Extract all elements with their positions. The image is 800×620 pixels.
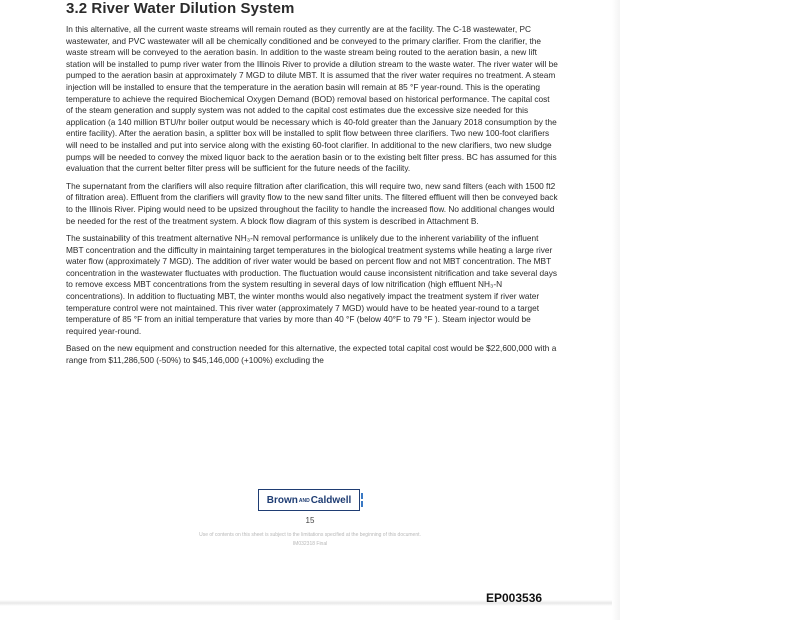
body-text bbox=[66, 24, 558, 373]
logo-and: AND bbox=[298, 498, 310, 504]
paragraph: In this alternative, all the current waste streams will remain routed as they currently are at the facility. The C-18 wastewater, PC wastewater, and PVC wastewater will all be chemically conditioned and be conveyed to the primary clarifier. From the clarifier, the waste stream will be conveyed to the aeration basin. In addition to the waste stream being routed to the aeration basin, a new lift station will be installed to pump river water from the Illinois River to provide a dilution stream to the waste water. The river water will be pumped to the aeration basin at approximately 7 MGD to dilute MBT. It is assumed that the river water requires no treatment. A steam injection will be installed to ensure that the temperature in the aeration basin will remain at 85 °F year-round. This is the operating temperature to achieve the required Biochemical Oxygen Demand (BOD) removal based on historical performance. The capital cost of the steam generation and supply system was not added to the capital cost estimates due the excessive size needed for this application (a 140 million BTU/hr boiler output would be necessary which is 40-fold greater than the January 2018 consumption by the entire facility). After the aeration basin, a splitter box will be installed to split flow between three clarifiers. Two new 100-foot clarifiers will need to be installed and put into service along with the existing 60-foot clarifier. In additional to the new clarifiers, two new sludge pumps will be needed to convey the mixed liquor back to the aeration basin or to the existing belt filter press. BC has assumed for this evaluation that the current belter filter press will be sufficient for the future needs of the facility. bbox=[66, 24, 558, 174]
brown-and-caldwell-logo bbox=[258, 489, 360, 511]
logo-caldwell: Caldwell bbox=[310, 494, 352, 506]
page-number: 15 bbox=[305, 516, 315, 525]
paragraph: The sustainability of this treatment alternative NH₃-N removal performance is unlikely due to the inherent variability of the influent MBT concentration and the difficulty in maintaining target temperatures in the biological treatment systems while heating a large river water flow (approximately 7 MGD). The addition of river water would be based on percent flow and not MBT concentration. The MBT concentration in the wastewater fluctuates with production. The fluctuation would cause inconsistent nitrification and take several days to remove excess MBT concentrations from the system resulting in several days of low nitrification (high effluent NH₃-N concentrations). In addition to fluctuating MBT, the winter months would also negatively impact the treatment system if river water temperature control were not maintained. This river water (approximately 7 MGD) would have to be heated year-round to a target temperature of 85 °F from an initial temperature that varies by more than 40 °F (below 40°F to 79 °F ). Steam injector would be required year-round. bbox=[66, 233, 558, 336]
paragraph: Based on the new equipment and construction needed for this alternative, the expected total capital cost would be $22,600,000 with a range from $11,286,500 (-50%) to $45,146,000 (+100%) excluding the bbox=[66, 343, 557, 366]
paragraph: The supernatant from the clarifiers will also require filtration after clarification, this will require two, new sand filters (each with 1500 ft2 of filtration area). Effluent from the clarifiers will gravity flow to the new sand filter units. The filtered effluent will then be conveyed back to the Illinois River. Piping would need to be upsized throughout the facility to handle the increased flow. No additional changes would be needed for the rest of the treatment system. A block flow diagram of this system is described in Attachment B. bbox=[66, 180, 558, 226]
footer-doc-id: IM032318 Final bbox=[292, 541, 328, 547]
footer-disclaimer: Use of contents on this sheet is subject to the limitations specified at the beginning of this document. bbox=[199, 532, 421, 538]
bates-number: EP003536 bbox=[486, 591, 543, 605]
logo-brown: Brown bbox=[266, 494, 298, 506]
section-heading: 3.2 River Water Dilution System bbox=[66, 0, 295, 17]
page-edge-shadow bbox=[612, 0, 620, 620]
